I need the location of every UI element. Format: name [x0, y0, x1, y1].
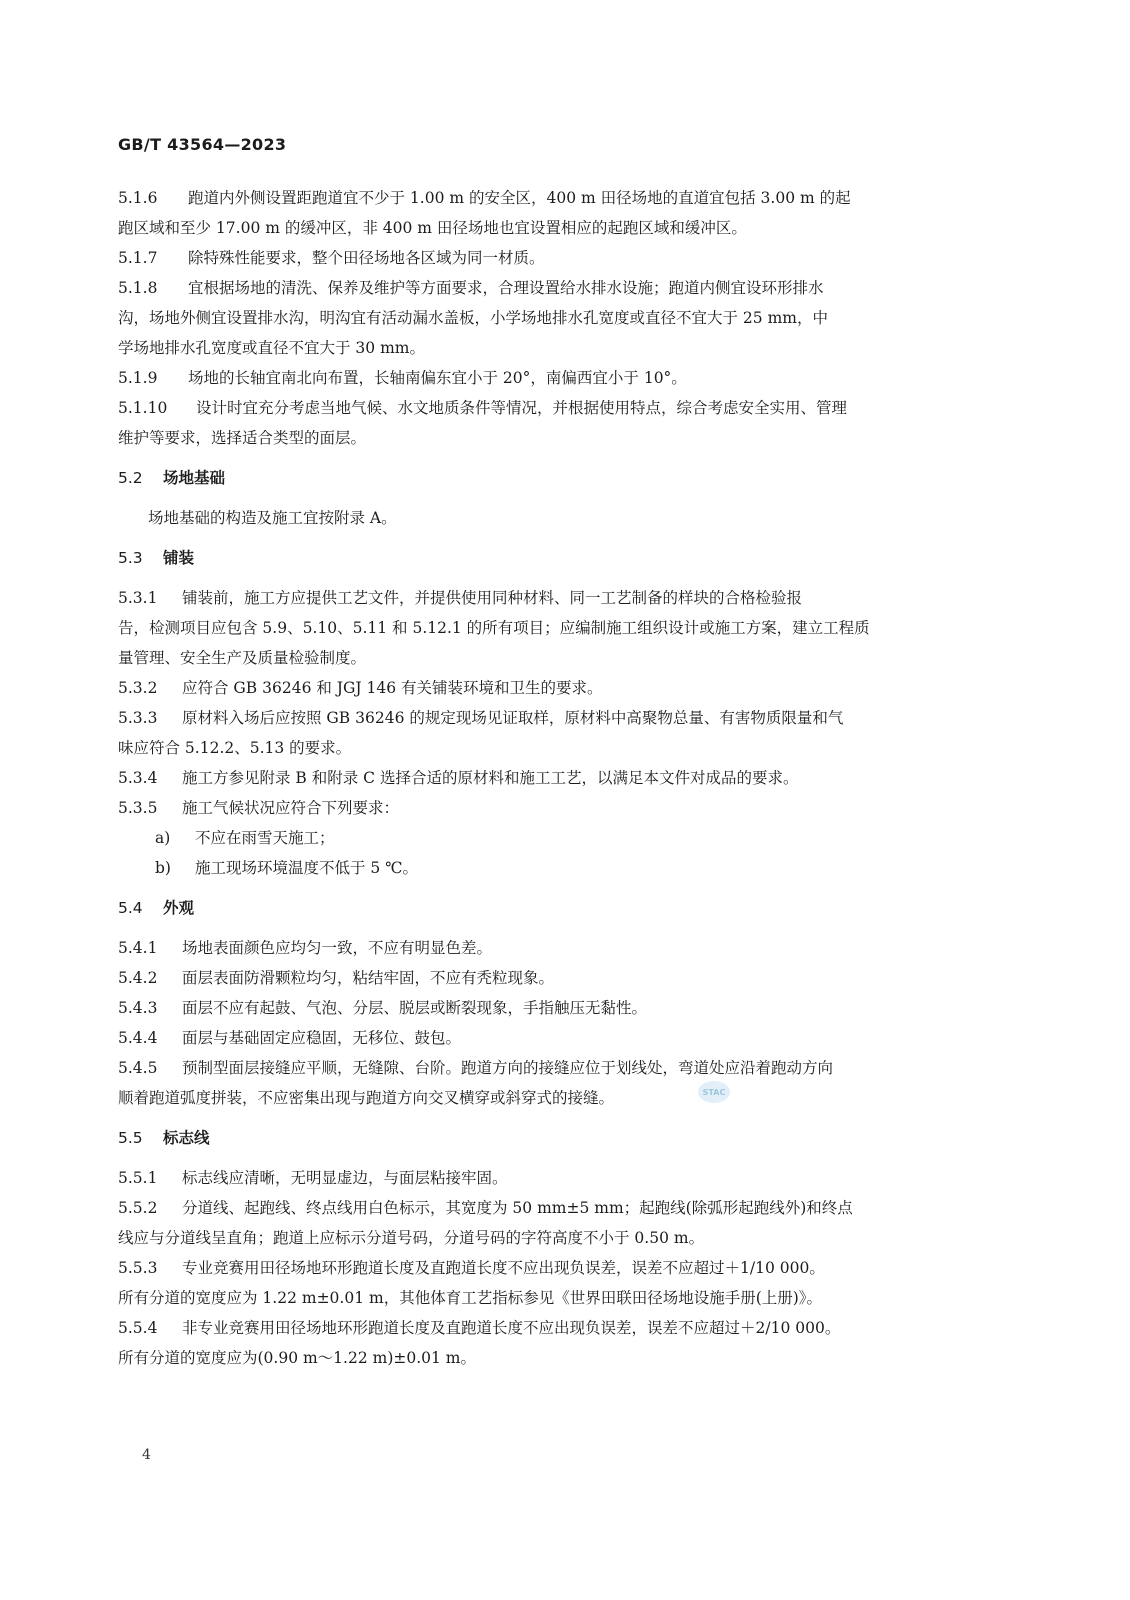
clause-text: 沟，场地外侧宜设置排水沟，明沟宜有活动漏水盖板，小学场地排水孔宽度或直径不宜大于 25 mm，中: [118, 309, 828, 327]
clause-number: 5.3.4: [118, 769, 158, 787]
clause-5-4-5: [118, 1053, 980, 1113]
clause-text: 原材料入场后应按照 GB 36246 的规定现场见证取样，原材料中高聚物总量、有害物质限量和气: [182, 709, 844, 727]
clause-number: 5.1.10: [118, 399, 168, 417]
section-number: 5.2: [118, 469, 143, 487]
clause-text: 场地的长轴宜南北向布置，长轴南偏东宜小于 20°，南偏西宜小于 10°。: [188, 369, 687, 387]
clause-5-5-4: [118, 1313, 980, 1373]
clause-number: 5.4.3: [118, 999, 158, 1017]
section-title: 铺装: [163, 549, 195, 567]
clause-text: 维护等要求，选择适合类型的面层。: [118, 429, 367, 447]
clause-text: 面层表面防滑颗粒均匀，粘结牢固，不应有秃粒现象。: [182, 969, 555, 987]
clause-number: 5.4.4: [118, 1029, 158, 1047]
clause-text: 场地表面颜色应均匀一致，不应有明显色差。: [182, 939, 493, 957]
section-title: 场地基础: [163, 469, 226, 487]
clause-5-3-1: [118, 583, 980, 673]
clause-text: 面层与基础固定应稳固，无移位、鼓包。: [182, 1029, 462, 1047]
section-title: 标志线: [163, 1129, 210, 1147]
clause-text: 线应与分道线呈直角；跑道上应标示分道号码，分道号码的字符高度不小于 0.50 m。: [118, 1229, 705, 1247]
clause-5-3-3: [118, 703, 980, 763]
clause-number: 5.3.3: [118, 709, 158, 727]
section-heading-5-3: [118, 543, 980, 573]
clause-text: 所有分道的宽度应为(0.90 m～1.22 m)±0.01 m。: [118, 1349, 476, 1367]
clause-5-1-7: [118, 243, 980, 273]
section-title: 外观: [163, 899, 195, 917]
clause-text: 非专业竞赛用田径场地环形跑道长度及直跑道长度不应出现负误差，误差不应超过＋2/10 000。: [182, 1319, 841, 1337]
clause-number: 5.1.7: [118, 249, 158, 267]
clause-number: 5.1.9: [118, 369, 158, 387]
clause-5-5-2: [118, 1193, 980, 1253]
section-number: 5.4: [118, 899, 143, 917]
clause-text: 除特殊性能要求，整个田径场地各区域为同一材质。: [188, 249, 545, 267]
section-heading-5-2: [118, 463, 980, 493]
clause-5-5-1: [118, 1163, 980, 1193]
standard-code-header: GB/T 43564—2023: [118, 135, 287, 154]
clause-number: 5.4.1: [118, 939, 158, 957]
section-number: 5.3: [118, 549, 143, 567]
stac-watermark-logo: [697, 1080, 731, 1104]
clause-5-5-3: [118, 1253, 980, 1313]
page-number: 4: [142, 1447, 151, 1463]
clause-number: 5.3.2: [118, 679, 158, 697]
clause-number: 5.1.8: [118, 279, 158, 297]
clause-number: 5.1.6: [118, 189, 158, 207]
clause-5-4-2: [118, 963, 980, 993]
clause-text: 量管理、安全生产及质量检验制度。: [118, 649, 367, 667]
clause-number: 5.5.1: [118, 1169, 158, 1187]
paragraph-5-2: 场地基础的构造及施工宜按附录 A。: [148, 509, 397, 527]
clause-text: 设计时宜充分考虑当地气候、水文地质条件等情况，并根据使用特点，综合考虑安全实用、管理: [196, 399, 848, 417]
clause-number: 5.5.3: [118, 1259, 158, 1277]
watermark-text: STAC: [702, 1088, 726, 1097]
clause-5-3-2: [118, 673, 980, 703]
clause-5-3-4: [118, 763, 980, 793]
clause-text: 施工方参见附录 B 和附录 C 选择合适的原材料和施工工艺，以满足本文件对成品的要求。: [182, 769, 799, 787]
section-number: 5.5: [118, 1129, 143, 1147]
clause-text: 跑道内外侧设置距跑道宜不少于 1.00 m 的安全区，400 m 田径场地的直道宜包括 3.00 m 的起: [188, 189, 851, 207]
clause-number: 5.3.5: [118, 799, 158, 817]
clause-text: 专业竞赛用田径场地环形跑道长度及直跑道长度不应出现负误差，误差不应超过＋1/10 000。: [182, 1259, 825, 1277]
section-heading-5-4: [118, 893, 980, 923]
clause-text: 面层不应有起鼓、气泡、分层、脱层或断裂现象，手指触压无黏性。: [182, 999, 648, 1017]
clause-number: 5.5.2: [118, 1199, 158, 1217]
clause-5-4-3: [118, 993, 980, 1023]
clause-5-4-4: [118, 1023, 980, 1053]
document-body: [118, 183, 980, 1373]
list-item-text: 施工现场环境温度不低于 5 ℃。: [195, 859, 419, 877]
clause-text: 宜根据场地的清洗、保养及维护等方面要求，合理设置给水排水设施；跑道内侧宜设环形排水: [188, 279, 824, 297]
clause-text: 学场地排水孔宽度或直径不宜大于 30 mm。: [118, 339, 425, 357]
clause-number: 5.4.5: [118, 1059, 158, 1077]
clause-text: 所有分道的宽度应为 1.22 m±0.01 m，其他体育工艺指标参见《世界田联田径场地设施手册(上册)》。: [118, 1289, 823, 1307]
clause-5-1-9: [118, 363, 980, 393]
clause-text: 分道线、起跑线、终点线用白色标示，其宽度为 50 mm±5 mm；起跑线(除弧形起跑线外)和终点: [182, 1199, 853, 1217]
list-item-text: 不应在雨雪天施工；: [195, 829, 335, 847]
clause-text: 预制型面层接缝应平顺，无缝隙、台阶。跑道方向的接缝应位于划线处，弯道处应沿着跑动方向: [182, 1059, 834, 1077]
clause-text: 施工气候状况应符合下列要求：: [182, 799, 400, 817]
list-item: [118, 853, 980, 883]
clause-5-1-8: [118, 273, 980, 363]
list-item: [118, 823, 980, 853]
clause-number: 5.3.1: [118, 589, 158, 607]
clause-text: 顺着跑道弧度拼装，不应密集出现与跑道方向交叉横穿或斜穿式的接缝。: [118, 1089, 615, 1107]
clause-5-1-10: [118, 393, 980, 453]
clause-5-4-1: [118, 933, 980, 963]
clause-5-3-5: [118, 793, 980, 883]
clause-5-1-6: [118, 183, 980, 243]
clause-number: 5.5.4: [118, 1319, 158, 1337]
section-heading-5-5: [118, 1123, 980, 1153]
list-item-label: a): [155, 829, 171, 847]
clause-text: 味应符合 5.12.2、5.13 的要求。: [118, 739, 352, 757]
clause-number: 5.4.2: [118, 969, 158, 987]
clause-text: 应符合 GB 36246 和 JGJ 146 有关铺装环境和卫生的要求。: [182, 679, 603, 697]
clause-text: 跑区域和至少 17.00 m 的缓冲区，非 400 m 田径场地也宜设置相应的起跑区域和缓冲区。: [118, 219, 747, 237]
clause-text: 铺装前，施工方应提供工艺文件，并提供使用同种材料、同一工艺制备的样块的合格检验报: [182, 589, 803, 607]
list-item-label: b): [155, 859, 171, 877]
clause-text: 标志线应清晰，无明显虚边，与面层粘接牢固。: [182, 1169, 508, 1187]
clause-text: 告，检测项目应包含 5.9、5.10、5.11 和 5.12.1 的所有项目；应编制施工组织设计或施工方案，建立工程质: [118, 619, 870, 637]
